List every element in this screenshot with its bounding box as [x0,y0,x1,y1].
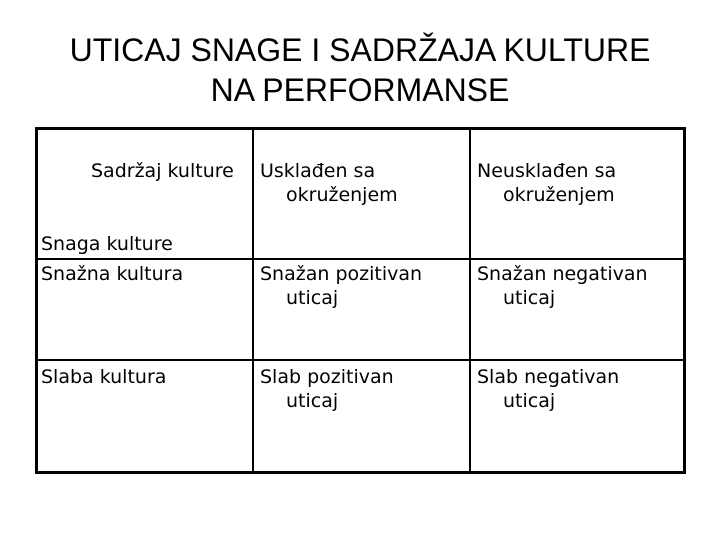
row-divider-2 [38,359,683,361]
cell-weak-positive-line2: uticaj [286,390,339,412]
header-misaligned-line1: Neusklađen sa [477,160,617,182]
cell-weak-negative-line2: uticaj [503,390,556,412]
cell-strong-positive-line2: uticaj [286,287,339,309]
cell-strong-negative-line2: uticaj [503,287,556,309]
header-aligned-line1: Usklađen sa [260,160,376,182]
corner-header-content: Sadržaj kulture [91,160,234,182]
cell-strong-negative-line1: Snažan negativan [477,263,648,285]
title-line-2: NA PERFORMANSE [210,72,510,108]
header-misaligned-line2: okruženjem [503,184,615,206]
title-line-1: UTICAJ SNAGE I SADRŽAJA KULTURE [69,32,651,68]
page-title [0,30,720,110]
corner-header-strength: Snaga kulture [41,233,173,255]
row-divider-1 [38,258,683,260]
culture-performance-table [35,127,686,474]
column-divider-2 [469,130,471,471]
row-label-strong-culture: Snažna kultura [41,263,184,285]
cell-weak-negative-line1: Slab negativan [477,366,620,388]
cell-weak-positive-line1: Slab pozitivan [260,366,394,388]
header-aligned-line2: okruženjem [286,184,398,206]
column-divider-1 [252,130,254,471]
row-label-weak-culture: Slaba kultura [41,366,167,388]
cell-strong-positive-line1: Snažan pozitivan [260,263,423,285]
